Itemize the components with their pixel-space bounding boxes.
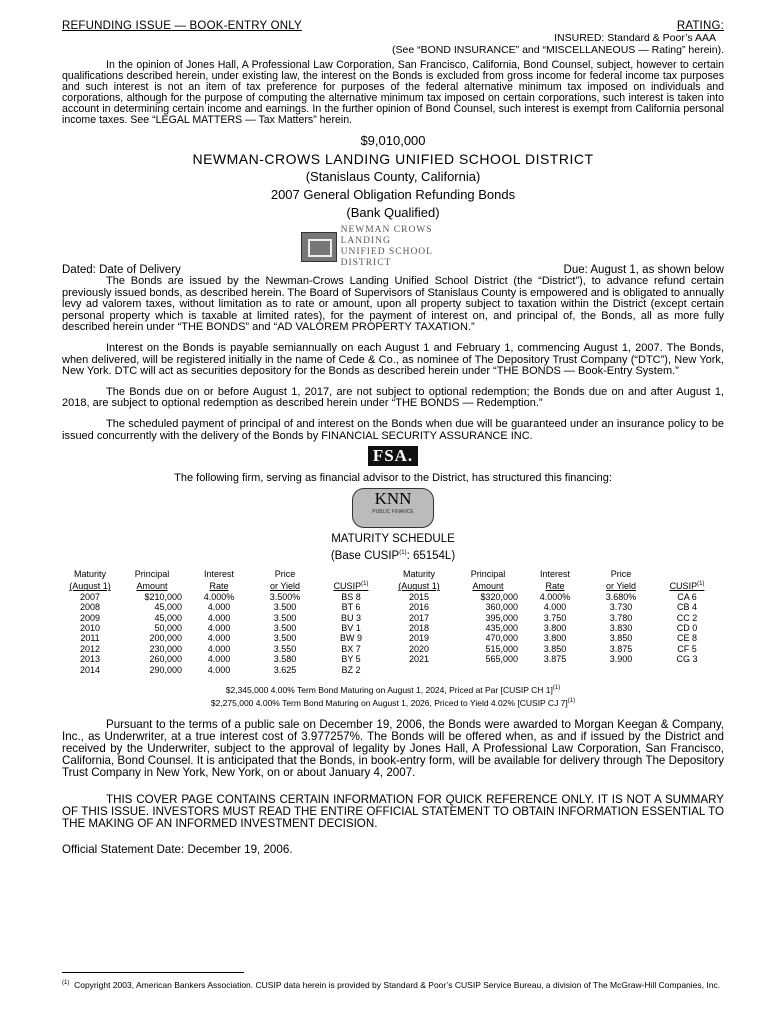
cell-year: 2021 [408, 654, 430, 665]
table-row [62, 644, 720, 654]
bond-series: 2007 General Obligation Refunding Bonds [270, 187, 516, 202]
cell-cusip: CF 5 [677, 643, 697, 654]
cell-rate: 3.850 [543, 643, 567, 654]
cell-rate: 4.000% [539, 591, 571, 602]
table-row [62, 592, 720, 602]
cell-cusip: BU 3 [340, 612, 361, 623]
insurance-paragraph: The scheduled payment of principal of and interest on the Bonds when due will be guaranteed under an insurance policy to be issued concurrently with the delivery of the Bonds by FINANCIAL SECURITY ASSURANCE INC. [62, 417, 724, 442]
table-row [62, 623, 720, 633]
title-block [62, 132, 724, 222]
term-bond-2024: $2,345,000 4.00% Term Bond Maturing on August 1, 2024, Priced at Par [CUSIP CH 1]$^{(1)}$ [225, 684, 561, 695]
cell-rate: 4.000 [543, 602, 567, 613]
cell-amount: $210,000 [144, 591, 182, 602]
district-logo [301, 225, 485, 268]
cell-yield: 3.550 [273, 643, 297, 654]
maturity-schedule-title: MATURITY SCHEDULE (Base CUSIP$^{(1)}$: 65154L) [62, 532, 724, 563]
cell-amount: 360,000 [485, 602, 518, 613]
fsa-logo: FSA. [62, 446, 724, 466]
table-row [62, 613, 720, 623]
cell-year: 2015 [408, 591, 430, 602]
table-header-row-2: (August 1) Amount Rate or Yield CUSIP$^{(1)}$ (August 1) Amount Rate or Yield CUSIP$^{(1)}$ [69, 581, 705, 592]
cell-year: 2018 [408, 622, 430, 633]
table-header-row-1: Maturity Principal Interest Price Maturity Principal Interest Price [73, 568, 632, 579]
district-logo-line1: NEWMAN CROWS LANDING [340, 225, 433, 246]
cell-rate: 3.875 [543, 654, 567, 665]
header-row [62, 20, 724, 32]
cell-year: 2014 [79, 664, 101, 675]
redemption-paragraph: The Bonds due on or before August 1, 2017, are not subject to optional redemption; the Bonds due on and after August 1, 2018, are subject to optional redemption as described herein under “THE BONDS — Redemption.” [62, 385, 724, 410]
cell-amount: 230,000 [149, 643, 182, 654]
cell-amount: 200,000 [149, 633, 182, 644]
cell-amount [454, 665, 522, 675]
cell-rate: 4.000% [203, 591, 235, 602]
cell-cusip: CB 4 [676, 602, 697, 613]
cell-yield: 3.900 [609, 654, 633, 665]
cell-yield: 3.830 [609, 622, 633, 633]
purpose-paragraph: The Bonds are issued by the Newman-Crows Landing Unified School District (the “District”), to advance refund certain previously issued bonds, as described herein. The Board of Supervisors of Stanislaus County is empowered and is obligated to annually levy ad valorem taxes, without limitation as to rate or amount, upon all property subject to taxation within the District (except certain personal property which is taxable at limited rates), for the payment of interest on, and principal of, the Bonds, all as more fully described herein under “THE BONDS” and “AD VALOREM PROPERTY TAXATION.” [62, 275, 725, 334]
cell-cusip: CA 6 [677, 591, 697, 602]
quick-reference-notice: THIS COVER PAGE CONTAINS CERTAIN INFORMATION FOR QUICK REFERENCE ONLY. IT IS NOT A SUMMARY OF THIS ISSUE. INVESTORS MUST READ THE ENTIRE OFFICIAL STATEMENT TO OBTAIN INFORMATION ESSENTIAL TO THE MAKING OF AN INFORMED INVESTMENT DECISION. [62, 792, 724, 831]
issue-amount: $9,010,000 [360, 133, 426, 148]
table-row [62, 654, 720, 664]
cell-yield: 3.500 [273, 612, 297, 623]
cell-cusip: BW 9 [339, 633, 362, 644]
cell-yield: 3.500 [273, 633, 297, 644]
cell-year: 2017 [408, 612, 430, 623]
cell-rate: 4.000 [207, 602, 231, 613]
cell-rate: 4.000 [207, 633, 231, 644]
official-statement-date: Official Statement Date: December 19, 2006. [62, 843, 293, 857]
cell-amount: 565,000 [485, 654, 518, 665]
cell-yield: 3.625 [273, 664, 297, 675]
cell-amount: 515,000 [485, 643, 518, 654]
maturity-table [62, 569, 720, 675]
district-logo-line2: UNIFIED SCHOOL DISTRICT [340, 247, 433, 268]
cell-cusip: BT 6 [341, 602, 361, 613]
cell-yield: 3.875 [609, 643, 633, 654]
footnote-divider [62, 972, 244, 973]
cell-year: 2009 [79, 612, 101, 623]
cell-amount: 470,000 [485, 633, 518, 644]
cell-rate: 3.800 [543, 633, 567, 644]
cell-cusip: BS 8 [341, 591, 361, 602]
sale-paragraph: Pursuant to the terms of a public sale on December 19, 2006, the Bonds were awarded to Morgan Keegan & Company, Inc., as Underwriter, at a true interest cost of 3.977257%. The Bonds will be offered when, as and if issued by the District and received by the Underwriter, subject to the approval of legality by Jones Hall, A Professional Law Corporation, San Francisco, California, Bond Counsel. It is anticipated that the Bonds, in book-entry form, will be available for delivery through The Depository Trust Company in New York, New York, on or about January 4, 2007. [62, 717, 724, 780]
cell-cusip: BV 1 [341, 622, 361, 633]
dated-date: Dated: Date of Delivery [62, 264, 181, 276]
cell-yield: 3.850 [609, 633, 633, 644]
cell-amount: 50,000 [154, 622, 182, 633]
cell-cusip: BY 5 [341, 654, 361, 665]
cell-rate [522, 665, 588, 675]
cell-cusip: CG 3 [676, 654, 698, 665]
cell-year: 2013 [79, 654, 101, 665]
knn-logo: KNN PUBLIC FINANCE [352, 488, 434, 528]
advisor-line: The following firm, serving as financial advisor to the District, has structured this financing: [174, 472, 612, 485]
cell-rate: 4.000 [207, 643, 231, 654]
cell-year: 2010 [79, 622, 101, 633]
cell-year: 2016 [408, 602, 430, 613]
cell-cusip: BX 7 [341, 643, 361, 654]
cell-yield: 3.500% [269, 591, 301, 602]
term-bonds [62, 683, 724, 709]
cell-year: 2019 [408, 633, 430, 644]
cell-amount: 260,000 [149, 654, 182, 665]
cell-yield: 3.500 [273, 602, 297, 613]
cell-cusip: CC 2 [676, 612, 698, 623]
term-bond-2026: $2,275,000 4.00% Term Bond Maturing on August 1, 2026, Priced to Yield 4.02% [CUSIP CJ 7]$^{(1)}$ [210, 697, 576, 708]
county-line: (Stanislaus County, California) [305, 169, 481, 184]
cell-year [384, 665, 454, 675]
table-row [62, 633, 720, 643]
cell-yield: 3.580 [273, 654, 297, 665]
cell-cusip: BZ 2 [341, 664, 361, 675]
cell-cusip: CD 0 [676, 622, 698, 633]
tax-opinion-paragraph: In the opinion of Jones Hall, A Professional Law Corporation, San Francisco, California, Bond Counsel, subject, however to certain qualifications described herein, under existing law, the interest on the Bonds is excluded from gross income for federal income tax purposes and such interest is not an item of tax preference for purposes of the federal alternative minimum tax imposed on individuals and corporations, although for the purpose of computing the alternative minimum tax imposed on certain corporations, such interest is taken into account in determining certain income and earnings. In the further opinion of Bond Counsel, such interest is exempt from California personal income taxes. See “LEGAL MATTERS — Tax Matters” herein. [62, 59, 724, 126]
cell-amount: 435,000 [485, 622, 518, 633]
cover-page [62, 20, 724, 856]
cell-amount: $320,000 [480, 591, 518, 602]
cell-rate: 3.800 [543, 622, 567, 633]
bank-qualified: (Bank Qualified) [346, 205, 440, 220]
cell-cusip [654, 665, 720, 675]
cell-year: 2012 [79, 643, 101, 654]
cell-amount: 45,000 [154, 612, 182, 623]
cell-rate: 4.000 [207, 622, 231, 633]
cell-yield: 3.730 [609, 602, 633, 613]
cell-cusip: CE 8 [676, 633, 697, 644]
table-row [62, 602, 720, 612]
table-row [62, 665, 720, 675]
cell-rate: 4.000 [207, 654, 231, 665]
rating-label: RATING: [676, 20, 724, 32]
cell-amount: 290,000 [149, 664, 182, 675]
interest-paragraph: Interest on the Bonds is payable semiannually on each August 1 and February 1, commencing August 1, 2007. The Bonds, when delivered, will be registered initially in the name of Cede & Co., as nominee of The Depository Trust Company (“DTC”), New York, New York. DTC will act as securities depository for the Bonds as described herein under “THE BONDS — Book-Entry System.” [62, 341, 724, 378]
cell-year: 2020 [408, 643, 430, 654]
insured-line: INSURED: Standard & Poor’s AAA [554, 32, 716, 44]
cell-yield: 3.680% [605, 591, 637, 602]
cell-amount: 395,000 [485, 612, 518, 623]
issuer-name: NEWMAN-CROWS LANDING UNIFIED SCHOOL DISTRICT [192, 151, 594, 167]
cusip-footnote: $^{(1)}$ Copyright 2003, American Bankers Association. CUSIP data herein is provided by Standard & Poor’s CUSIP Service Bureau, a division of The McGraw-Hill Companies, Inc. [62, 979, 721, 990]
cell-amount: 45,000 [154, 602, 182, 613]
see-line: (See “BOND INSURANCE” and “MISCELLANEOUS — Rating” herein). [391, 44, 724, 56]
cell-rate: 4.000 [207, 664, 231, 675]
cell-rate: 3.750 [543, 612, 567, 623]
cell-year: 2008 [79, 602, 101, 613]
cell-yield [588, 665, 654, 675]
cell-yield: 3.780 [609, 612, 633, 623]
cell-yield: 3.500 [273, 622, 297, 633]
base-cusip: (Base CUSIP$^{(1)}$: 65154L) [330, 549, 456, 562]
district-emblem-icon [301, 232, 337, 262]
cell-year: 2007 [79, 591, 101, 602]
issue-type: REFUNDING ISSUE — BOOK-ENTRY ONLY [62, 20, 302, 32]
due-date: Due: August 1, as shown below [563, 264, 724, 276]
cell-year: 2011 [80, 633, 100, 644]
cell-rate: 4.000 [207, 612, 231, 623]
